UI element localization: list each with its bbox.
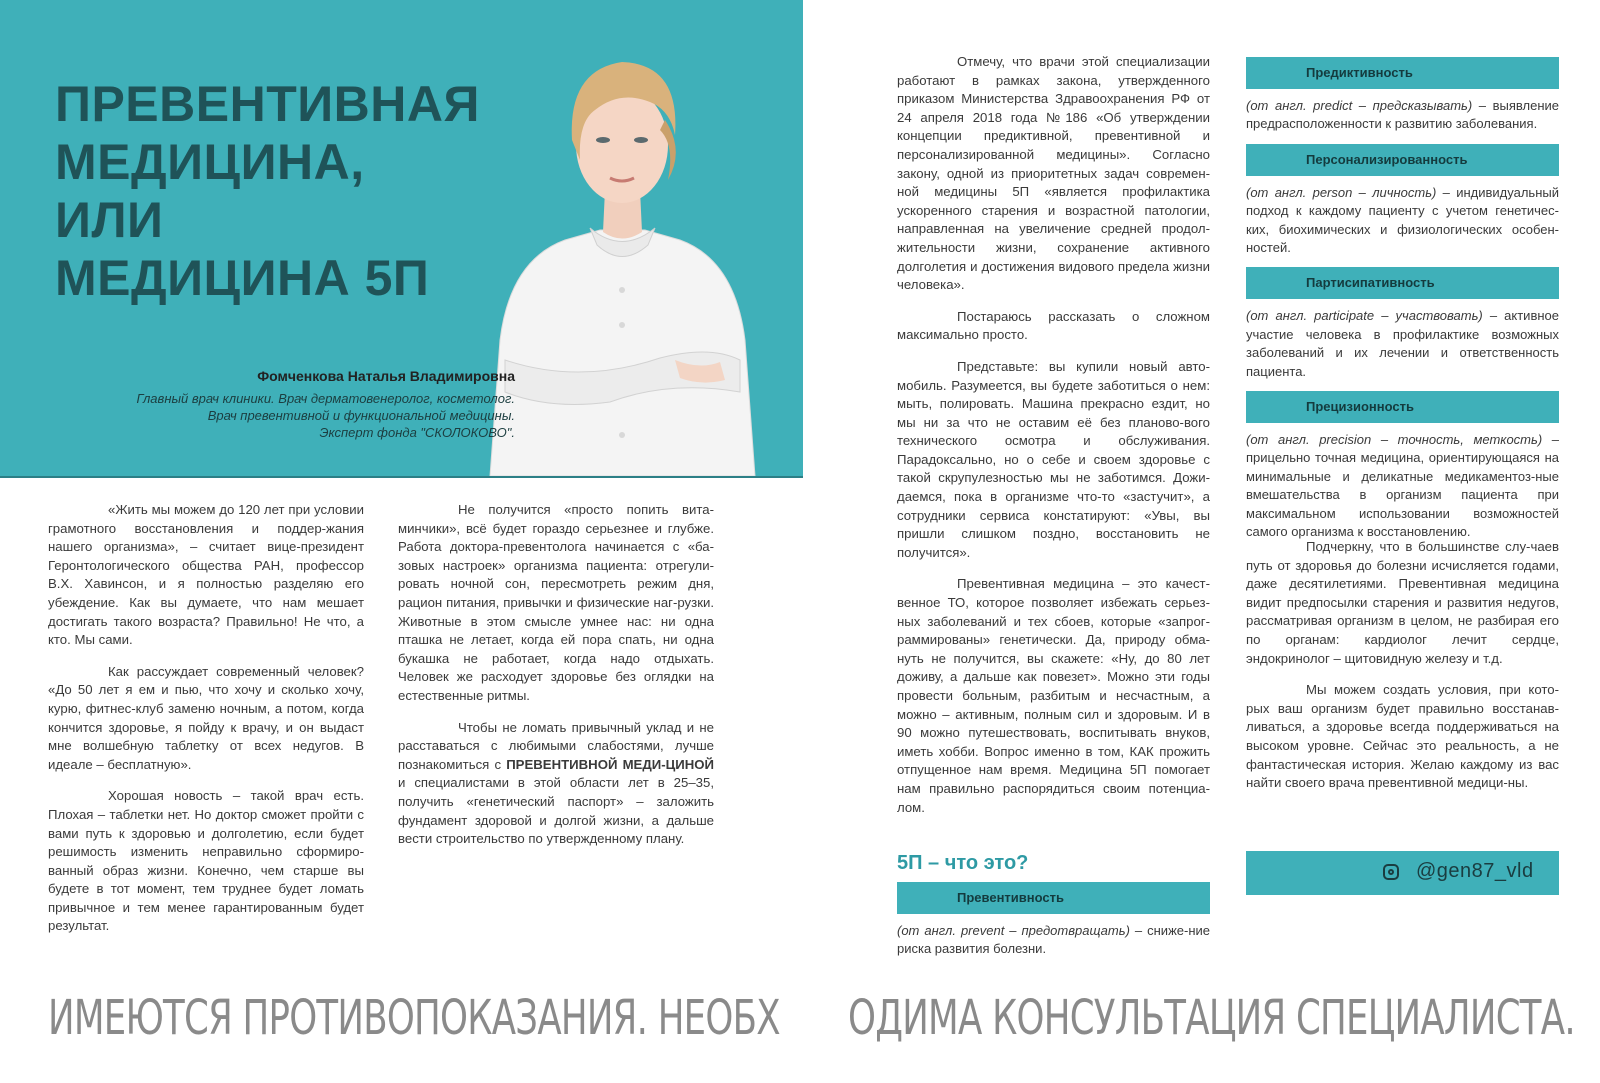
author-name: Фомченкова Наталья Владимировна [257,368,515,384]
paragraph: Представьте: вы купили новый авто-мобиль. Разумеется, вы будете заботиться о нем: мыть, полировать. Машина прекрасно ездит, но мы ни за что не оставим её без планово-вого технического осмотра и обслуживания. Парадоксально, но о себе и своем здоровье с такой скрупулезностью мы не заботимся. Дожи-даемся, пока в организме что-то «застучит», а сотрудники сервиса констатируют: «Увы, вы пришли слишком поздно, восстановить не получится». [897,358,1210,560]
definition-term: (от англ. participate – участвовать) [1246,308,1483,324]
definition-term: (от англ. predict – предсказывать) [1246,98,1473,113]
emphasis-text: ПРЕВЕНТИВНОЙ МЕДИ-ЦИНОЙ [506,756,714,772]
definition-text [1246,184,1559,258]
definition-body: – активное участие человека в профилактике возможных заболеваний и их лечении и ответственность пациента. [1246,308,1559,379]
definition-term: (от англ. person – личность) [1246,184,1437,200]
paragraph: Мы можем создать условия, при кото-рых ваш организм будет правильно восстанав-ливаться, а здоровье всегда поддерживаться на высоком уровне. Сейчас это реальность, а не фантастическая история. Желаю каждому из вас найти своего врача превентивной медици-ны. [1246,682,1559,791]
author-role-line: Главный врач клиники. Врач дерматовенеролог, косметолог. [136,391,515,406]
article-column-3 [897,53,1210,830]
paragraph: Хорошая новость – такой врач есть. Плохая – таблетки нет. Но доктор сможет пройти с вами путь к здоровью и долголетию, если будет решимость изменить неправильно сформиро-ванный образ жизни. Конечно, чем старше вы будете в тот момент, тем труднее будет ломать привычное и тем менее гарантированным будет результат. [48,788,364,934]
paragraph: Постараюсь рассказать о сложном максимально просто. [897,308,1210,343]
definition-text [1246,431,1559,541]
article-column-2 [398,501,714,862]
definition-bar: Персонализированность [1246,144,1559,176]
social-handle[interactable]: @gen87_vld [1416,860,1534,882]
article-title [55,75,515,307]
paragraph: Отмечу, что врачи этой специализации работают в рамках закона, утвержденного приказом Министерства Здравоохранения РФ от 24 апреля 2018 года №186 «Об утверждении концепции предиктивной, превентивной и персонализированной медицины». Согласно закону, одной из приоритетных задач современ-ной медицины 5П «является профилактика ускоренного старения и возрастной патологии, направленная на увеличение средней продол-жительности жизни, сохранение активного долголетия и достижения видового предела жизни человека». [897,54,1210,293]
title-line: МЕДИЦИНА 5П [55,250,430,306]
definition-text [897,922,1210,959]
definition-bar: Предиктивность [1246,57,1559,89]
paragraph: Подчеркну, что в большинстве слу-чаев путь от здоровья до болезни исчисляется годами, даже десятилетиями. Превентивная медицина видит предпосылки старения и развития недугов, рассматривая организм в целом, не разбирая его по органам: кардиолог лечит сердце, эндокринолог – щитовидную железу и т.д. [1246,539,1559,666]
paragraph [398,719,714,849]
definition-term: (от англ. precision – точность, меткость) [1246,432,1543,448]
article-column-1 [48,501,364,949]
definition-text [1246,307,1559,381]
definitions-list [1246,57,1559,552]
definition-bar: Партисипативность [1246,267,1559,299]
paragraph-text: Чтобы не ломать привычный уклад и не расставаться с любимыми слабостями, лучше познакомиться с [398,719,714,772]
title-line: ИЛИ [55,192,164,248]
paragraph: Как рассуждает современный человек? «До 50 лет я ем и пью, что хочу и сколько хочу, курю, фитнес-клуб заменю ночным, а потом, когда кончится здоровье, я пойду к врачу, и он выдаст мне волшебную таблетку от всех недугов. В идеале – бесплатную». [48,663,364,772]
hero-divider [0,476,803,478]
definition-body: – выявление предрасположенности к развитию заболевания. [1246,98,1559,132]
paragraph-text: и специалистами в этой области лет в 25–35, получить «генетический паспорт» – заложить фундамент здоровой и долгой жизни, а дальше вести строительство по утвержденному плану. [398,775,714,847]
disclaimer-right: ОДИМА КОНСУЛЬТАЦИЯ СПЕЦИАЛИСТА. [848,990,1575,1046]
author-role [60,390,515,441]
definition-bar: Превентивность [897,882,1210,914]
definition-bar: Прецизионность [1246,391,1559,423]
author-role-line: Эксперт фонда "СКОЛОКОВО". [319,425,515,440]
disclaimer-left: ИМЕЮТСЯ ПРОТИВОПОКАЗАНИЯ. НЕОБХ [48,990,780,1046]
definition-term: (от англ. prevent – предотвращать) [897,923,1130,938]
author-role-line: Врач превентивной и функциональной медицины. [207,408,515,423]
definition-body: – индивидуальный подход к каждому пациенту с учетом генетичес-ких, биохимических и физиологических особен-ностей. [1246,184,1559,256]
article-column-4 [1246,538,1559,806]
section-heading: 5П – что это? [897,852,1029,874]
title-line: МЕДИЦИНА, [55,134,365,190]
doctor-photo [470,40,770,476]
definition-body: – прицельно точная медицина, ориентирующаяся на минимальные и деликатные медикаментоз-ные вмешательства в организм пациента при максимальном использовании возможностей самого организма к восстановлению. [1246,432,1560,540]
paragraph: «Жить мы можем до 120 лет при условии грамотного восстановления и поддер-жания нашего организма», – считает вице-президент Геронтологического общества РАН, профессор В.Х. Хавинсон, и я полностью разделяю его убеждение. Как вы думаете, что нам мешает достигать такого возраста? Правильно! Не что, а кто. Мы сами. [48,502,364,648]
instagram-icon [1383,864,1399,880]
paragraph: Не получится «просто попить вита-минчики», всё будет гораздо серьезнее и глубже. Работа доктора-превентолога начинается с «ба-зовых настроек» организма пациента: отрегули-ровать ночной сон, пересмотреть режим дня, рацион питания, привычки и физические наг-рузки. Животные в этом смысле умнее нас: ни одна пташка не летает, когда ей пора спать, ни одна букашка не работает, когда надо отдыхать. Человек же расходует здоровье без оглядки на естественные ритмы. [398,502,714,703]
title-line: ПРЕВЕНТИВНАЯ [55,76,480,132]
definition-text [1246,97,1559,134]
paragraph: Превентивная медицина – это качест-венное ТО, которое позволяет избежать серьез-ных заболеваний и тех сбоев, которые «запрог-раммированы» генетически. Да, природу обма-нуть не получится, вы скажете: «Ну, до 80 лет доживу, а дальше как повезет». Можно эти годы провести больным, разбитым и несчастным, а можно – активным, полным сил и здоровым. И в 90 можно путешествовать, воспитывать внуков, иметь хобби. Вопрос именно в том, КАК прожить отпущенное нам время. Медицина 5П помогает нам правильно распорядиться своим потенциа-лом. [897,576,1210,815]
definition-body: – сниже-ние риска развития болезни. [897,923,1210,957]
